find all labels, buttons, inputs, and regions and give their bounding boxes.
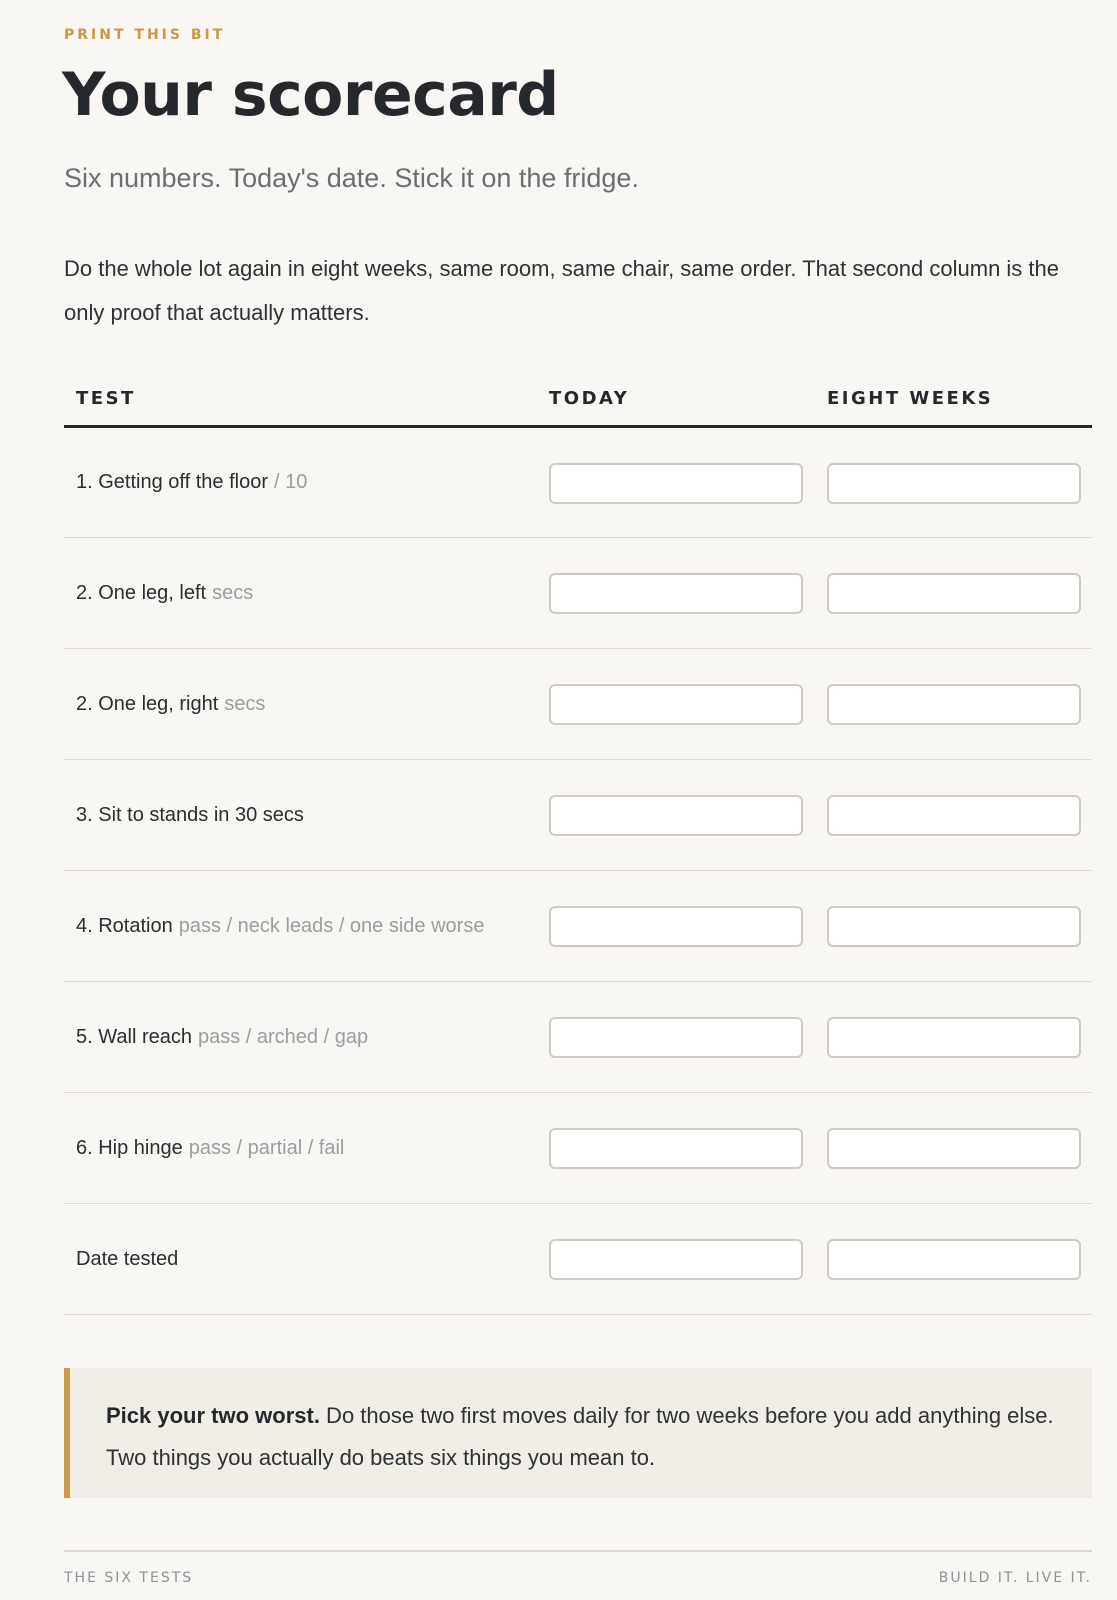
test-hint: secs <box>212 581 254 604</box>
column-header-test: TEST <box>76 388 136 409</box>
test-label <box>76 760 304 870</box>
table-row <box>64 538 1092 649</box>
eight-weeks-score-field[interactable] <box>827 1239 1081 1280</box>
today-score-field[interactable] <box>549 1239 803 1280</box>
today-score-field[interactable] <box>549 1017 803 1058</box>
eight-weeks-score-field[interactable] <box>827 1128 1081 1169</box>
eight-weeks-score-field[interactable] <box>827 1017 1081 1058</box>
table-row <box>64 760 1092 871</box>
today-score-field[interactable] <box>549 573 803 614</box>
test-label <box>76 982 368 1092</box>
today-score-field[interactable] <box>549 906 803 947</box>
callout-emphasis: Pick your two worst. <box>106 1403 320 1428</box>
test-label <box>76 428 307 537</box>
today-score-field[interactable] <box>549 463 803 504</box>
eyebrow-label: PRINT THIS BIT <box>64 27 226 43</box>
table-row <box>64 1093 1092 1204</box>
table-row <box>64 871 1092 982</box>
tip-callout <box>64 1368 1092 1498</box>
footer-section-label: THE SIX TESTS <box>64 1570 194 1586</box>
eight-weeks-score-field[interactable] <box>827 573 1081 614</box>
test-name: 5. Wall reach <box>76 1025 192 1048</box>
today-score-field[interactable] <box>549 1128 803 1169</box>
table-row <box>64 428 1092 538</box>
callout-text: Do those two first moves daily for two weeks before you add anything else. Two things you actually do beats six things you mean to. <box>106 1403 1054 1470</box>
test-label <box>76 649 265 759</box>
footer-tagline: BUILD IT. LIVE IT. <box>938 1570 1092 1586</box>
table-row <box>64 982 1092 1093</box>
page-subtitle: Six numbers. Today's date. Stick it on the fridge. <box>64 163 639 193</box>
table-row <box>64 649 1092 760</box>
eight-weeks-score-field[interactable] <box>827 463 1081 504</box>
test-name: 6. Hip hinge <box>76 1136 183 1159</box>
test-hint: pass / neck leads / one side worse <box>178 914 485 937</box>
test-label <box>76 538 253 648</box>
test-name: 3. Sit to stands in 30 secs <box>76 803 304 826</box>
test-hint: pass / partial / fail <box>188 1136 345 1159</box>
test-hint: / 10 <box>273 471 308 493</box>
test-name: 2. One leg, left <box>76 581 207 604</box>
test-name: 4. Rotation <box>76 914 173 937</box>
test-label <box>76 1093 344 1203</box>
test-hint: secs <box>224 692 266 715</box>
table-body <box>64 428 1092 1315</box>
column-header-today: TODAY <box>549 388 630 409</box>
intro-paragraph: Do the whole lot again in eight weeks, same room, same chair, same order. That second column is the only proof that actually matters. <box>64 256 1059 325</box>
test-name: Date tested <box>76 1247 179 1270</box>
eight-weeks-score-field[interactable] <box>827 684 1081 725</box>
table-header <box>64 370 1092 428</box>
test-hint: pass / arched / gap <box>197 1025 369 1048</box>
test-name: 1. Getting off the floor <box>76 471 268 493</box>
column-header-eight-weeks: EIGHT WEEKS <box>827 388 994 409</box>
test-label <box>76 1204 178 1314</box>
table-row <box>64 1204 1092 1315</box>
page-title: Your scorecard <box>62 60 559 130</box>
scorecard-table <box>64 370 1092 1315</box>
eight-weeks-score-field[interactable] <box>827 906 1081 947</box>
test-name: 2. One leg, right <box>76 692 219 715</box>
test-label <box>76 871 484 981</box>
eight-weeks-score-field[interactable] <box>827 795 1081 836</box>
today-score-field[interactable] <box>549 684 803 725</box>
footer-divider <box>64 1550 1092 1552</box>
today-score-field[interactable] <box>549 795 803 836</box>
